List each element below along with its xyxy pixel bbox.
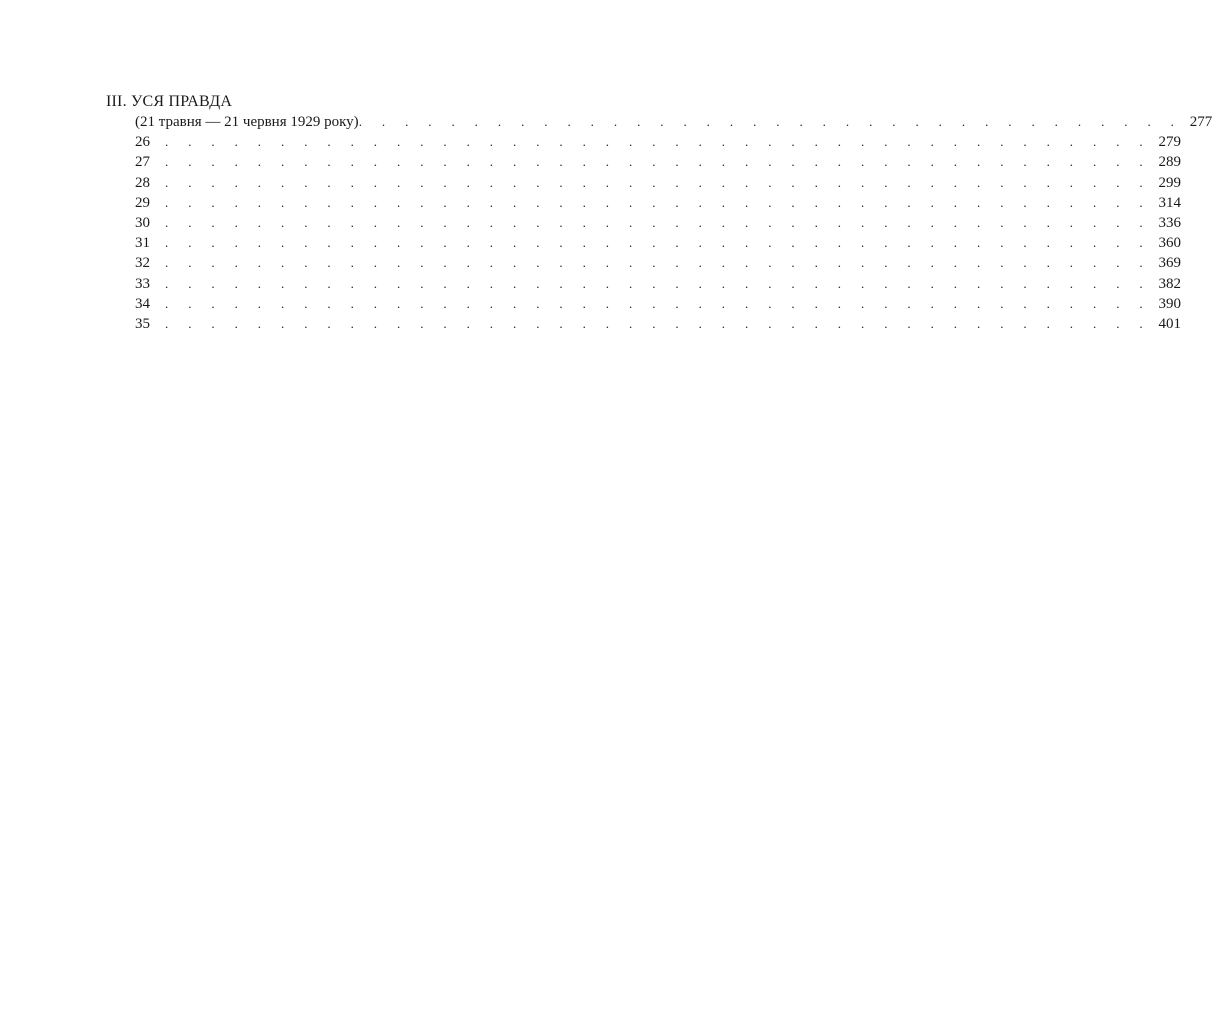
part-title: III. УСЯ ПРАВДА (106, 93, 233, 110)
page-number: 277 (1189, 114, 1212, 130)
page-number: 382 (1158, 275, 1181, 292)
chapter-number: 34 (135, 295, 150, 312)
dot-leader: . . . . . . . . . . . . . . . . . . . . . . . . . . . . . . . . . . . . . . . . . . . (165, 295, 1151, 311)
toc-entry-chapter (106, 294, 1181, 314)
chapter-number: 28 (135, 174, 150, 191)
dot-leader: . . . . . . . . . . . . . . . . . . . . . . . . . . . . . . . . . . . . . . . . . . . (165, 315, 1151, 331)
toc-entry-chapter (106, 233, 1181, 253)
dot-leader: . . . . . . . . . . . . . . . . . . . . . . . . . . . . . . . . . . . . . . . . . . . (165, 194, 1151, 210)
page-number: 369 (1158, 255, 1181, 272)
chapter-number: 30 (135, 214, 150, 231)
dot-leader: . . . . . . . . . . . . . . . . . . . . . . . . . . . . . . . . . . . . (358, 114, 1183, 129)
page-number: 336 (1158, 214, 1181, 231)
chapter-number: 26 (135, 134, 150, 151)
page-number: 299 (1158, 174, 1181, 191)
toc-entry-chapter (106, 253, 1181, 273)
page-number: 314 (1158, 194, 1181, 211)
dot-leader: . . . . . . . . . . . . . . . . . . . . . . . . . . . . . . . . . . . . . . . . . . . (165, 214, 1151, 230)
chapter-number: 35 (135, 315, 150, 332)
dot-leader: . . . . . . . . . . . . . . . . . . . . . . . . . . . . . . . . . . . . . . . . . . . (165, 154, 1151, 170)
page-number: 360 (1158, 235, 1181, 252)
dot-leader: . . . . . . . . . . . . . . . . . . . . . . . . . . . . . . . . . . . . . . . . . . . (165, 134, 1151, 150)
toc-entry-chapter (106, 173, 1181, 193)
chapter-number: 27 (135, 154, 150, 171)
page-number: 279 (1158, 134, 1181, 151)
chapter-number: 32 (135, 255, 150, 272)
page-number: 401 (1158, 315, 1181, 332)
chapter-number: 29 (135, 194, 150, 211)
toc-entry-chapter (106, 152, 1181, 172)
toc-entry-subtitle (106, 112, 1212, 132)
toc-entry-chapter (106, 132, 1181, 152)
dot-leader: . . . . . . . . . . . . . . . . . . . . . . . . . . . . . . . . . . . . . . . . . . . (165, 275, 1151, 291)
chapter-number: 33 (135, 275, 150, 292)
chapter-number: 31 (135, 235, 150, 252)
dot-leader: . . . . . . . . . . . . . . . . . . . . . . . . . . . . . . . . . . . . . . . . . . . (165, 235, 1151, 251)
toc-entry-chapter (106, 314, 1181, 334)
dot-leader: . . . . . . . . . . . . . . . . . . . . . . . . . . . . . . . . . . . . . . . . . . . (165, 174, 1151, 190)
toc-entry-chapter (106, 193, 1181, 213)
table-of-contents (106, 92, 1212, 334)
toc-entry-chapter (106, 274, 1181, 294)
page-number: 289 (1158, 154, 1181, 171)
page-number: 390 (1158, 295, 1181, 312)
toc-list (106, 112, 1212, 334)
dot-leader: . . . . . . . . . . . . . . . . . . . . . . . . . . . . . . . . . . . . . . . . . . . (165, 255, 1151, 271)
toc-entry-chapter (106, 213, 1181, 233)
part-subtitle: (21 травня — 21 червня 1929 року) (135, 114, 359, 130)
